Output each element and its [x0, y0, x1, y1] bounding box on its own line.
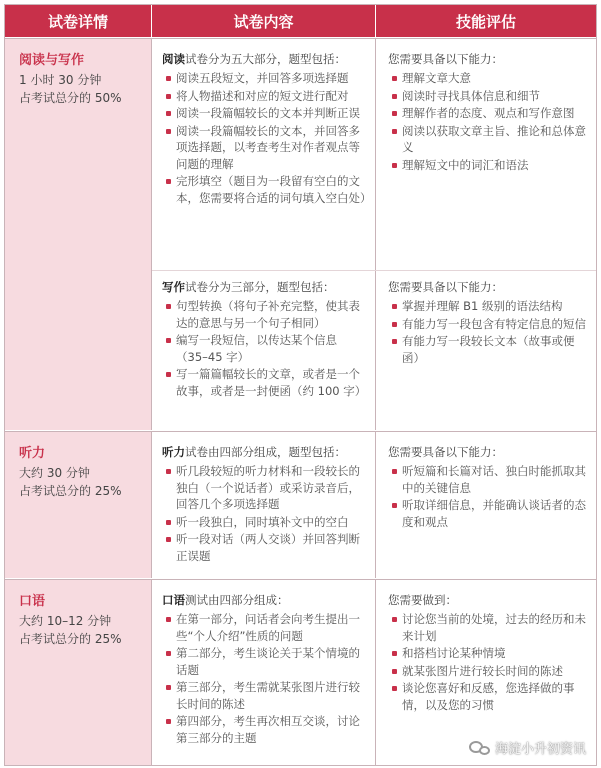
list-item: 听一段对话（两人交谈）并回答判断正误题 [176, 531, 369, 564]
watermark-text: 海淀小升初资讯 [494, 742, 586, 757]
list-item: 听短篇和长篇对话、独白时能抓取其中的关键信息 [402, 464, 586, 495]
content-block [162, 444, 369, 565]
list-item: 在第一部分，问话者会向考生提出一些“个人介绍”性质的问题 [176, 611, 369, 644]
list-item: 理解短文中的词汇和语法 [402, 157, 588, 174]
list-item: 有能力写一段包含有特定信息的短信 [402, 316, 586, 331]
section-duration: 大约 10–12 分钟 [19, 614, 112, 628]
table-row [5, 38, 596, 430]
section-duration: 1 小时 30 分钟 [19, 73, 102, 87]
list-item: 写一篇篇幅较长的文章，或者是一个故事，或者是一封便函（约 100 字） [176, 366, 369, 399]
content-intro-bold: 口语 [162, 593, 185, 607]
skills-block [388, 444, 588, 531]
content-intro-bold: 听力 [162, 445, 185, 459]
list-item: 阅读五段短文，并回答多项选择题 [176, 70, 369, 87]
skills-block [388, 592, 588, 714]
list-item: 和搭档讨论某种情境 [402, 645, 588, 662]
list-item: 第三部分，考生需就某张图片进行较长时间的陈述 [176, 679, 369, 712]
list-item: 讨论您当前的处境，过去的经历和未来计划 [402, 612, 586, 643]
section-title: 阅读与写作 [19, 53, 85, 68]
list-item: 编写一段短信，以传达某个信息（35–45 字） [176, 332, 369, 365]
content-block [162, 592, 369, 747]
list-item: 第四部分，考生再次相互交谈，讨论第三部分的主题 [176, 713, 369, 746]
list-item: 阅读时寻找具体信息和细节 [402, 88, 588, 105]
content-intro-rest: 试卷分为三部分，题型包括： [185, 280, 335, 294]
list-item: 理解作者的态度、观点和写作意图 [402, 105, 588, 122]
list-item: 理解文章大意 [402, 70, 588, 87]
exam-table [4, 4, 597, 766]
section-label-cell [5, 39, 152, 430]
list-item: 听取详细信息，并能确认谈话者的态度和观点 [402, 498, 586, 529]
list-item: 阅读一段篇幅较长的文本，并回答多项选择题，以考查考生对作者观点等问题的理解 [176, 123, 369, 173]
section-weight: 占考试总分的 25% [19, 484, 122, 498]
skills-intro: 您需要具备以下能力： [388, 280, 503, 294]
content-intro [162, 279, 369, 296]
watermark [469, 738, 586, 757]
section-weight: 占考试总分的 50% [19, 91, 122, 105]
section-duration: 大约 30 分钟 [19, 466, 90, 480]
section-label-cell [5, 580, 152, 765]
skills-cell [376, 39, 596, 430]
content-list [176, 463, 369, 564]
list-item: 阅读一段篇幅较长的文本并判断正误 [176, 105, 369, 122]
skills-list [402, 463, 588, 530]
content-intro-rest: 试卷分为五大部分，题型包括： [185, 52, 346, 66]
list-item: 听几段较短的听力材料和一段较长的独白（一个说话者）或采访录音后，回答几个多项选择题 [176, 463, 369, 513]
block-divider [152, 270, 596, 271]
list-item: 掌握并理解 B1 级别的语法结构 [402, 298, 588, 315]
section-weight: 占考试总分的 25% [19, 632, 122, 646]
skills-list [402, 611, 588, 713]
skills-intro: 您需要具备以下能力： [388, 52, 503, 66]
table-header [5, 5, 596, 37]
skills-cell [376, 432, 596, 578]
content-intro [162, 51, 369, 68]
content-list [176, 611, 369, 746]
content-intro-rest: 试卷由四部分组成，题型包括： [185, 445, 346, 459]
list-item: 就某张图片进行较长时间的陈述 [402, 663, 588, 680]
skills-list [402, 70, 588, 173]
section-title: 听力 [19, 446, 46, 461]
content-list [176, 298, 369, 399]
list-item: 句型转换（将句子补充完整，使其表达的意思与另一个句子相同） [176, 298, 369, 331]
header-details: 试卷详情 [5, 5, 152, 37]
list-item: 将人物描述和对应的短文进行配对 [176, 88, 369, 105]
list-item: 听一段独白，同时填补文中的空白 [176, 514, 369, 531]
list-item: 有能力写一段较长文本（故事或便函） [402, 333, 588, 366]
skills-intro: 您需要做到： [388, 593, 457, 607]
header-content: 试卷内容 [152, 5, 376, 37]
skills-intro: 您需要具备以下能力： [388, 445, 503, 459]
content-list [176, 70, 372, 206]
skills-block [388, 279, 588, 367]
section-label-cell [5, 432, 152, 578]
content-block [162, 51, 372, 207]
wechat-icon [469, 739, 491, 757]
list-item: 阅读以获取文章主旨、推论和总体意义 [402, 123, 586, 154]
content-intro-bold: 阅读 [162, 52, 185, 66]
skills-list [402, 298, 588, 366]
list-item: 第二部分，考生谈论关于某个情境的话题 [176, 645, 369, 678]
content-intro-bold: 写作 [162, 280, 185, 294]
list-item: 完形填空（题目为一段留有空白的文本，您需要将合适的词句填入空白处） [176, 174, 372, 205]
skills-block [388, 51, 588, 174]
content-intro [162, 592, 369, 609]
section-title: 口语 [19, 594, 46, 609]
content-intro [162, 444, 369, 461]
content-cell [152, 580, 376, 765]
content-intro-rest: 测试由四部分组成： [185, 593, 289, 607]
list-item: 谈论您喜好和反感，您选择做的事情，以及您的习惯 [402, 680, 588, 713]
content-block [162, 279, 369, 400]
header-skills: 技能评估 [455, 12, 516, 31]
content-cell [152, 432, 376, 578]
content-cell [152, 39, 376, 430]
table-row [5, 431, 596, 578]
